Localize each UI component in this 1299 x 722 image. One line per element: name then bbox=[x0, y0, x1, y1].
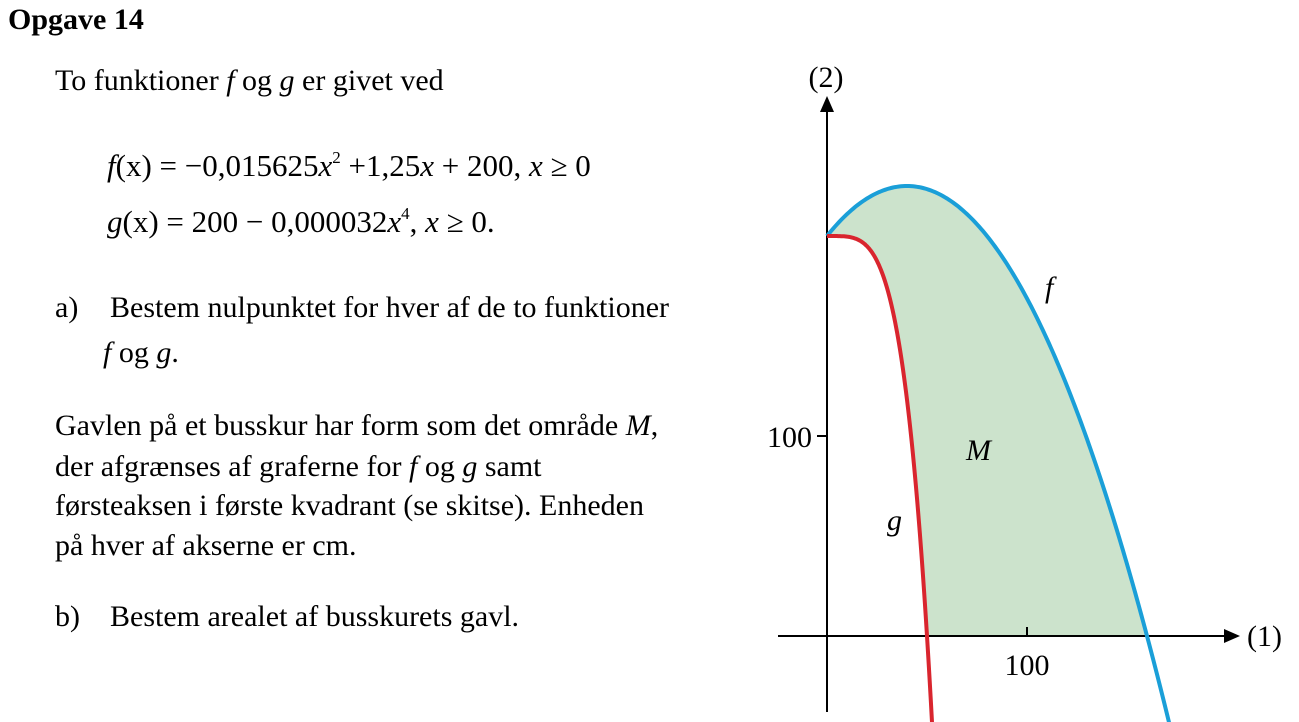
x-tick-label: 100 bbox=[1004, 649, 1050, 682]
eq-f-name: f bbox=[107, 148, 116, 183]
paragraph-l1-pre: Gavlen på et busskur har form som det område bbox=[55, 409, 626, 442]
region-m-label: M bbox=[966, 434, 991, 467]
question-a-end: . bbox=[171, 336, 179, 369]
question-a-g: g bbox=[156, 336, 172, 369]
eq-f-domain-x: x bbox=[529, 148, 543, 183]
paragraph-l2-pre: der afgrænses af graferne for bbox=[55, 450, 409, 483]
intro-prefix: To funktioner bbox=[55, 64, 227, 97]
curve-g-label: g bbox=[887, 504, 902, 537]
paragraph-l2-g: g bbox=[462, 450, 478, 483]
eq-f-domain: ≥ 0 bbox=[542, 148, 591, 183]
question-a-text: Bestem nulpunktet for hver af de to funktioner bbox=[110, 291, 670, 324]
x-axis-arrow bbox=[1224, 629, 1240, 643]
curve-f-label: f bbox=[1045, 271, 1054, 304]
paragraph-l2-post: samt bbox=[477, 450, 542, 483]
eq-g-name: g bbox=[107, 204, 123, 239]
eq-f-x2: x bbox=[420, 148, 435, 183]
eq-f-part1: = −0,015625 bbox=[151, 148, 319, 183]
eq-g-part2: , bbox=[409, 204, 426, 239]
intro-and: og bbox=[234, 64, 280, 97]
question-b-label: b) bbox=[55, 600, 80, 633]
y-axis-label: (2) bbox=[808, 61, 844, 94]
question-a-f: f bbox=[103, 336, 112, 369]
intro-g: g bbox=[279, 64, 295, 97]
y-axis-arrow bbox=[820, 96, 834, 112]
eq-f-arg: (x) bbox=[115, 148, 152, 183]
eq-g-part1: = 200 − 0,000032 bbox=[158, 204, 388, 239]
x-axis-label: (1) bbox=[1247, 620, 1282, 653]
intro-f: f bbox=[226, 64, 235, 97]
eq-g-x1: x bbox=[387, 204, 402, 239]
paragraph-l2-f: f bbox=[408, 450, 418, 483]
eq-f-part3: + 200, bbox=[434, 148, 529, 183]
paragraph-l1-post: , bbox=[650, 409, 659, 442]
paragraph-line4: på hver af akserne er cm. bbox=[55, 529, 357, 562]
eq-f-x1: x bbox=[318, 148, 333, 183]
paragraph-l2-and: og bbox=[417, 450, 463, 483]
eq-g-exponent: 4 bbox=[401, 204, 410, 223]
question-b-text: Bestem arealet af busskurets gavl. bbox=[110, 600, 520, 633]
question-a-label: a) bbox=[55, 291, 79, 324]
y-tick-label: 100 bbox=[767, 421, 812, 454]
eq-g-arg: (x) bbox=[122, 204, 159, 239]
eq-g-domain: ≥ 0. bbox=[438, 204, 495, 239]
exercise-heading: Opgave 14 bbox=[8, 3, 144, 36]
paragraph-line3: førsteaksen i første kvadrant (se skitse). Enheden bbox=[55, 489, 644, 522]
question-a-and: og bbox=[111, 336, 157, 369]
eq-g-domain-x: x bbox=[425, 204, 439, 239]
paragraph-l1-M: M bbox=[625, 409, 651, 442]
eq-f-exponent: 2 bbox=[332, 148, 341, 167]
eq-f-part2: +1,25 bbox=[340, 148, 421, 183]
intro-suffix: er givet ved bbox=[294, 64, 444, 97]
